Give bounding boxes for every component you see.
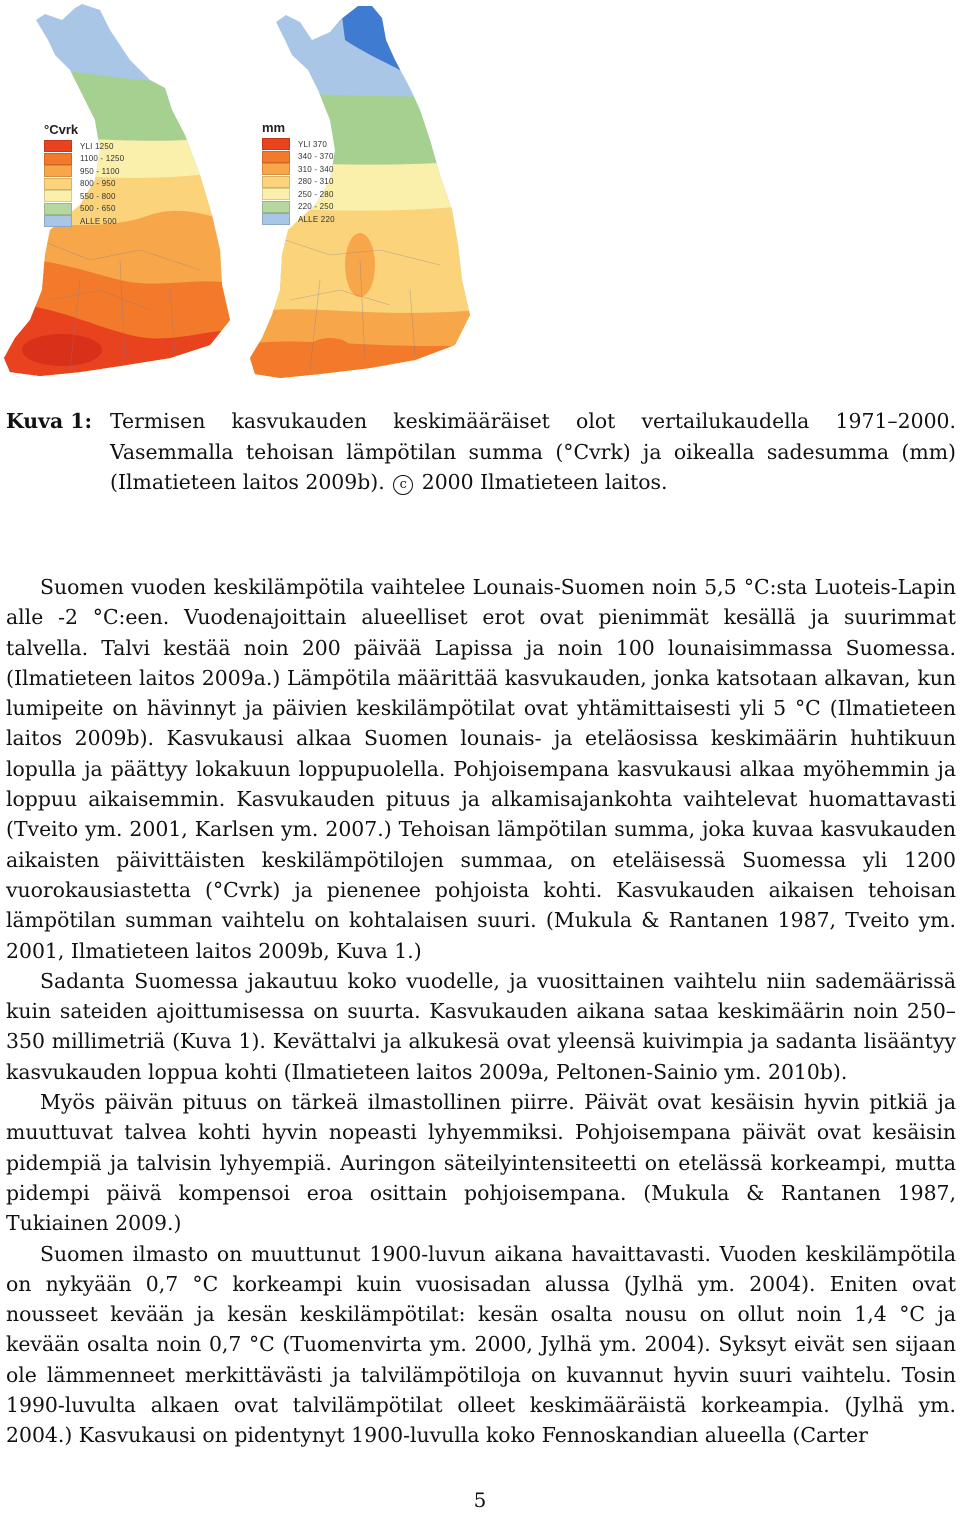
legend-item [262, 201, 335, 213]
legend-swatch [44, 178, 72, 190]
legend-item [44, 153, 124, 165]
zone-orange [308, 338, 352, 362]
legend-swatch [44, 165, 72, 177]
legend-label: 500 - 650 [80, 204, 116, 213]
caption-text-main: Termisen kasvukauden keskimääräiset olot vertailukaudella 1971–2000. Vasemmalla tehoisan lämpötilan summa (°Cvrk) ja oikealla sadesumma (mm) (Ilmatieteen laitos 2009b). [110, 409, 956, 495]
paragraph: Myös päivän pituus on tärkeä ilmastollinen piirre. Päivät ovat kesäisin hyvin pitkiä ja muuttuvat talvea kohti hyvin nopeasti lyhyemmiksi. Pohjoisempana päivät ovat kesäisin pidempiä ja talvisin lyhyempiä. Auringon säteilyintensiteetti on etelässä korkeampi, mutta pidempi päivä kompensoi eroa osittain pohjoisempana. (Mukula & Rantanen 1987, Tukiainen 2009.) [6, 1090, 956, 1236]
legend-precipitation [262, 120, 335, 226]
legend-label: 550 - 800 [80, 191, 116, 201]
paragraph: Suomen ilmasto on muuttunut 1900-luvun aikana havaittavasti. Vuoden keskilämpötila on nykyään 0,7 °C korkeampi kuin vuosisadan alussa (Jylhä ym. 2004). Eniten ovat nousseet kevään ja kesän keskilämpötilat: kesän osalta nousu on ollut noin 1,4 °C ja kevään osalta noin 0,7 °C (Tuomenvirta ym. 2000, Jylhä ym. 2004). Syksyt eivät sen sijaan ole lämmenneet merkittävästi ja talvilämpötiloja on kuvannut hyvin suuri vaihtelu. Tosin 1990-luvulta alkaen ovat talvilämpötilat olleet keskimääräistä korkeampia. (Jylhä ym. 2004.) Kasvukausi on pidentynyt 1900-luvulla koko Fennoskandian alueella (Carter [6, 1241, 956, 1448]
legend-swatch [262, 176, 290, 188]
legend-swatch [44, 215, 72, 227]
legend-item [262, 176, 335, 188]
legend-label: 250 - 280 [298, 189, 334, 199]
legend-label: YLI 1250 [80, 141, 114, 151]
body-text [6, 572, 956, 1451]
legend-label: ALLE 220 [298, 214, 335, 224]
zone-orange [240, 341, 480, 390]
paragraph: Suomen vuoden keskilämpötila vaihtelee Lounais-Suomen noin 5,5 °C:sta Luoteis-Lapin alle -2 °C:een. Vuodenajoittain alueelliset erot ovat pienimmät kesällä ja suurimmat talvella. Talvi kestää noin 200 päivää Lapissa ja noin 100 lounaisimmassa Suomessa. (Ilmatieteen laitos 2009a.) Lämpötila määrittää kasvukauden, jonka katsotaan alkavan, kun lumipeite on hävinnyt ja päivien keskilämpötilat ovat yhtämittaisesti yli 5 °C (Ilmatieteen laitos 2009b). Kasvukausi alkaa Suomen lounais- ja eteläosissa keskimäärin huhtikuun lopulla ja päättyy lokakuun loppupuolella. Pohjoisempana kasvukausi alkaa myöhemmin ja loppuu aikaisemmin. Kasvukauden pituus ja alkamisajankohta vaihtelevat huomattavasti (Tveito ym. 2001, Karlsen ym. 2007.) Tehoisan lämpötilan summa, joka kuvaa kasvukauden aikaisten päivittäisten keskilämpötilojen summaa, on eteläisessä Suomessa yli 1200 vuorokausiastetta (°Cvrk) ja pienenee pohjoista kohti. Kasvukauden aikaisen tehoisan lämpötilan summan vaihtelu on kohtalaisen suuri. (Mukula & Rantanen 1987, Tveito ym. 2001, Ilmatieteen laitos 2009b, Kuva 1.) [6, 575, 956, 963]
paragraph: Sadanta Suomessa jakautuu koko vuodelle, ja vuosittainen vaihtelu niin sademäärissä kuin sateiden ajoittumisessa on suurta. Kasvukauden aikana sataa keskimäärin noin 250–350 millimetriä (Kuva 1). Kevättalvi ja alkukesä ovat yleensä kuivimpia ja sadanta lisääntyy kasvukauden loppua kohti (Ilmatieteen laitos 2009a, Peltonen-Sainio ym. 2010b). [6, 968, 956, 1084]
legend-label: 280 - 310 [298, 177, 334, 186]
copyright-icon: c [393, 475, 413, 495]
legend-item [44, 178, 124, 190]
legend-item [262, 163, 335, 175]
legend-item [44, 140, 124, 152]
caption-label: Kuva 1: [6, 409, 92, 433]
legend-swatch [44, 203, 72, 215]
legend-label: 1100 - 1250 [80, 154, 125, 163]
legend-title: °Cvrk [44, 122, 79, 137]
legend-swatch [44, 190, 72, 202]
zone-red-dark [22, 334, 102, 366]
figure-caption [6, 406, 956, 498]
legend-title: mm [262, 120, 286, 135]
legend-item [262, 138, 335, 150]
legend-swatch [44, 153, 72, 165]
legend-swatch [44, 140, 72, 152]
legend-swatch [262, 151, 290, 163]
legend-label: 950 - 1100 [80, 166, 120, 176]
legend-swatch [262, 213, 290, 225]
legend-label: ALLE 500 [80, 216, 117, 226]
legend-item [262, 213, 335, 225]
legend-label: 800 - 950 [80, 179, 116, 188]
legend-swatch [262, 138, 290, 150]
page-number: 5 [473, 1488, 487, 1512]
caption-text-copyright: 2000 Ilmatieteen laitos. [421, 470, 668, 495]
caption-text [110, 406, 956, 498]
legend-item [262, 151, 335, 163]
legend-label: 310 - 340 [298, 164, 334, 174]
legend-item [44, 165, 124, 177]
finland-maps-svg [0, 0, 960, 390]
legend-temperature-sum [44, 122, 124, 228]
legend-item [44, 190, 124, 202]
legend-swatch [262, 188, 290, 200]
legend-label: YLI 370 [298, 139, 327, 149]
legend-swatch [262, 163, 290, 175]
legend-swatch [262, 201, 290, 213]
legend-item [44, 215, 124, 227]
figure-maps [0, 0, 960, 390]
legend-label: 220 - 250 [298, 202, 334, 211]
legend-label: 340 - 370 [298, 152, 334, 161]
legend-item [262, 188, 335, 200]
legend-item [44, 203, 124, 215]
